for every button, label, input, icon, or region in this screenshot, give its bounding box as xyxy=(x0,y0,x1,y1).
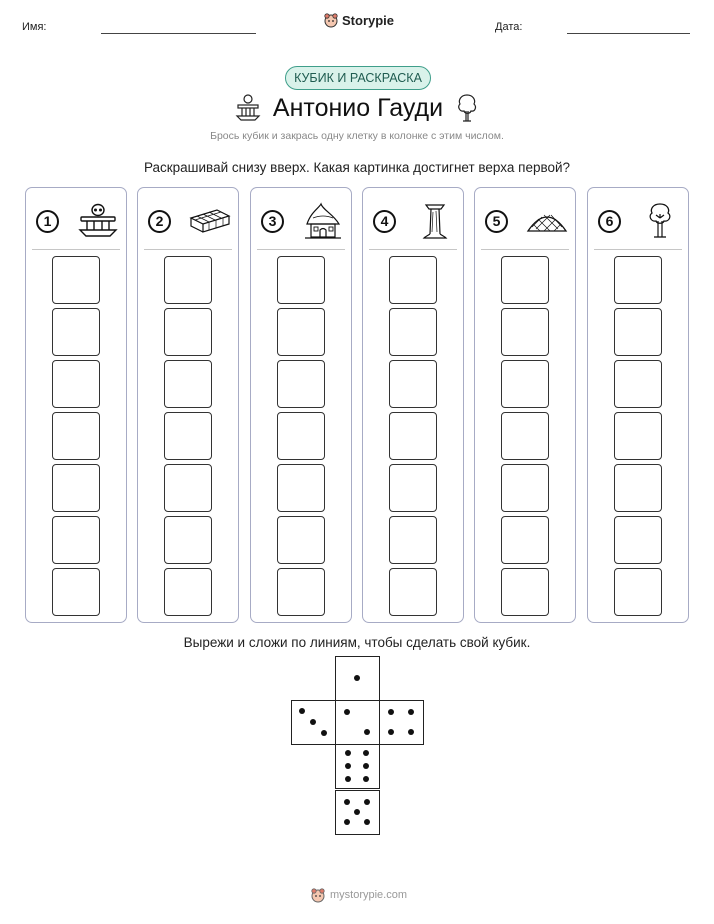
column-number: 2 xyxy=(148,210,171,233)
column-divider xyxy=(481,249,569,250)
color-cell[interactable] xyxy=(614,360,662,408)
mosaic-bench-icon xyxy=(188,202,232,240)
tree-icon xyxy=(638,202,682,240)
column-header xyxy=(598,202,682,240)
color-cell[interactable] xyxy=(614,256,662,304)
footer-mascot-icon xyxy=(310,887,326,903)
die-pip xyxy=(363,776,369,782)
color-cell[interactable] xyxy=(614,568,662,616)
color-cell[interactable] xyxy=(277,360,325,408)
die-face-4 xyxy=(379,700,424,745)
column-divider xyxy=(594,249,682,250)
color-cell[interactable] xyxy=(277,308,325,356)
color-cell[interactable] xyxy=(614,412,662,460)
column-5 xyxy=(474,187,576,623)
color-cell[interactable] xyxy=(164,308,212,356)
die-face-3 xyxy=(291,700,336,745)
column-number: 4 xyxy=(373,210,396,233)
color-cell[interactable] xyxy=(164,360,212,408)
die-pip xyxy=(345,763,351,769)
die-pip xyxy=(363,750,369,756)
die-pip xyxy=(354,809,360,815)
footer-url[interactable]: mystorypie.com xyxy=(330,889,408,901)
color-cell[interactable] xyxy=(501,516,549,564)
color-cell[interactable] xyxy=(389,308,437,356)
die-pip xyxy=(344,799,350,805)
name-label: Имя: xyxy=(22,21,47,33)
die-pip xyxy=(345,750,351,756)
cut-instruction: Вырежи и сложи по линиям, чтобы сделать свой кубик. xyxy=(183,635,531,650)
color-cell[interactable] xyxy=(277,568,325,616)
column-number: 6 xyxy=(598,210,621,233)
die-face-5 xyxy=(335,790,380,835)
color-cell[interactable] xyxy=(52,412,100,460)
column-1 xyxy=(25,187,127,623)
column-header xyxy=(148,202,232,240)
trencadis-dome-icon xyxy=(525,202,569,240)
die-pip xyxy=(344,709,350,715)
column-divider xyxy=(257,249,345,250)
column-3 xyxy=(250,187,352,623)
die-pip xyxy=(344,819,350,825)
color-cell[interactable] xyxy=(164,464,212,512)
color-cell[interactable] xyxy=(501,412,549,460)
color-cell[interactable] xyxy=(501,568,549,616)
color-cell[interactable] xyxy=(389,360,437,408)
color-cell[interactable] xyxy=(52,308,100,356)
page-title: Антонио Гауди xyxy=(272,93,444,122)
column-number: 3 xyxy=(261,210,284,233)
category-badge: КУБИК И РАСКРАСКА xyxy=(285,66,431,90)
color-cell[interactable] xyxy=(277,464,325,512)
column-2 xyxy=(137,187,239,623)
color-cell[interactable] xyxy=(52,256,100,304)
balcony-skull-icon xyxy=(76,202,120,240)
die-pip xyxy=(321,730,327,736)
die-face-1 xyxy=(335,656,380,701)
die-pip xyxy=(408,729,414,735)
tree-title-icon xyxy=(455,93,479,123)
die-face-2 xyxy=(335,700,380,745)
color-cell[interactable] xyxy=(614,308,662,356)
die-pip xyxy=(364,819,370,825)
color-cell[interactable] xyxy=(501,308,549,356)
color-cell[interactable] xyxy=(389,412,437,460)
column-4 xyxy=(362,187,464,623)
column-header xyxy=(36,202,120,240)
subtitle: Брось кубик и закрась одну клетку в колонке с этим числом. xyxy=(210,130,504,142)
color-cell[interactable] xyxy=(389,568,437,616)
footer xyxy=(310,887,407,903)
storypie-logo xyxy=(323,12,394,28)
die-pip xyxy=(364,799,370,805)
brand-name: Storypie xyxy=(342,12,395,28)
die-pip xyxy=(388,709,394,715)
storypie-mascot-icon xyxy=(323,12,339,28)
color-cell[interactable] xyxy=(277,516,325,564)
color-cell[interactable] xyxy=(164,516,212,564)
column-header xyxy=(373,202,457,240)
gingerbread-house-icon xyxy=(301,202,345,240)
color-cell[interactable] xyxy=(389,256,437,304)
color-cell[interactable] xyxy=(164,256,212,304)
color-cell[interactable] xyxy=(277,412,325,460)
column-number: 1 xyxy=(36,210,59,233)
color-cell[interactable] xyxy=(277,256,325,304)
date-label: Дата: xyxy=(495,21,523,33)
color-cell[interactable] xyxy=(614,516,662,564)
color-cell[interactable] xyxy=(52,516,100,564)
die-pip xyxy=(363,763,369,769)
column-number: 5 xyxy=(485,210,508,233)
color-cell[interactable] xyxy=(164,412,212,460)
column-divider xyxy=(144,249,232,250)
tree-column-icon xyxy=(413,202,457,240)
die-pip xyxy=(354,675,360,681)
column-6 xyxy=(587,187,689,623)
color-cell[interactable] xyxy=(52,464,100,512)
instruction-text: Раскрашивай снизу вверх. Какая картинка достигнет верха первой? xyxy=(143,160,571,175)
date-field-line[interactable] xyxy=(567,33,690,34)
title-row xyxy=(0,93,714,123)
die-pip xyxy=(408,709,414,715)
die-face-6 xyxy=(335,744,380,789)
die-pip xyxy=(364,729,370,735)
color-cell[interactable] xyxy=(501,256,549,304)
column-header xyxy=(261,202,345,240)
color-cell[interactable] xyxy=(164,568,212,616)
column-divider xyxy=(32,249,120,250)
die-pip xyxy=(345,776,351,782)
color-cell[interactable] xyxy=(614,464,662,512)
column-divider xyxy=(369,249,457,250)
color-cell[interactable] xyxy=(389,516,437,564)
color-cell[interactable] xyxy=(52,568,100,616)
color-cell[interactable] xyxy=(389,464,437,512)
color-cell[interactable] xyxy=(52,360,100,408)
color-cell[interactable] xyxy=(501,360,549,408)
balcony-title-icon xyxy=(235,94,261,122)
color-cell[interactable] xyxy=(501,464,549,512)
column-header xyxy=(485,202,569,240)
die-pip xyxy=(388,729,394,735)
die-pip xyxy=(310,719,316,725)
die-pip xyxy=(299,708,305,714)
name-field-line[interactable] xyxy=(101,33,256,34)
